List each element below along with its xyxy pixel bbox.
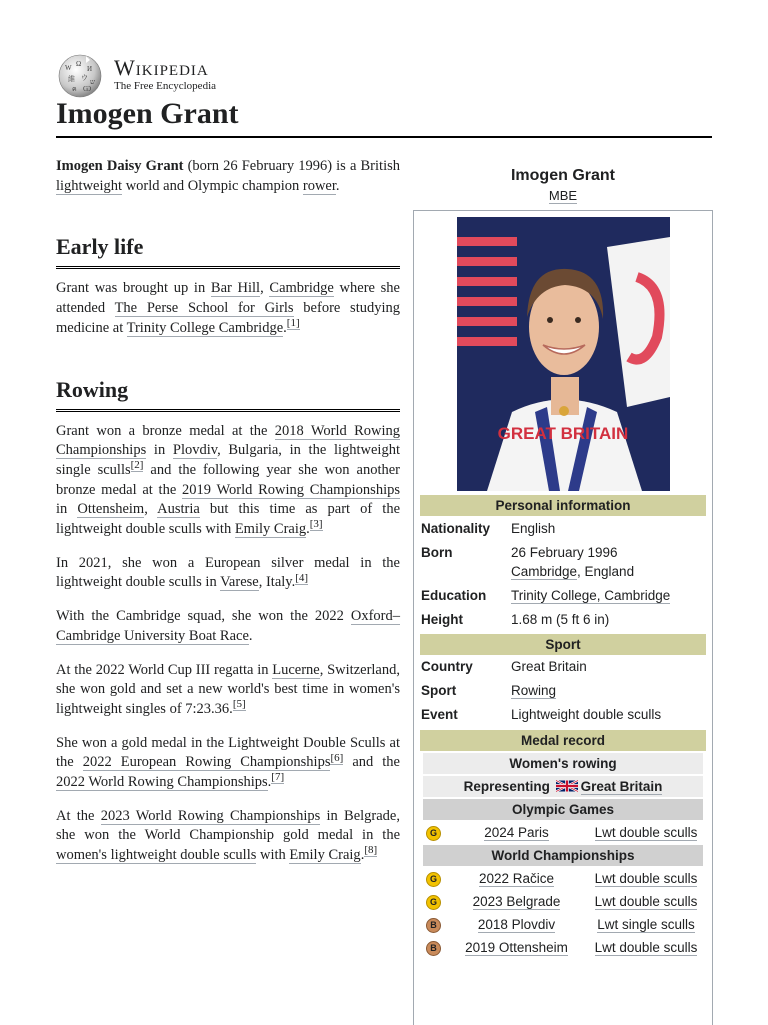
page-title: Imogen Grant bbox=[56, 97, 239, 130]
reference-link[interactable]: [6] bbox=[330, 751, 344, 764]
medal-event bbox=[449, 822, 584, 843]
section-sport: Sport bbox=[420, 634, 706, 655]
text: , bbox=[260, 280, 270, 297]
svg-text:ウ: ウ bbox=[81, 74, 88, 82]
infobox-photo[interactable] bbox=[457, 217, 670, 491]
text: world and Olympic champion bbox=[122, 177, 303, 194]
gold-medal-icon: G bbox=[426, 872, 441, 887]
infobox bbox=[413, 210, 713, 1025]
link-medal-discipline[interactable]: Lwt double sculls bbox=[594, 871, 698, 886]
link-ottensheim[interactable]: Ottensheim bbox=[77, 501, 145, 518]
svg-text:ש: ש bbox=[90, 78, 95, 86]
text: , bbox=[144, 501, 158, 518]
svg-text:維: 維 bbox=[68, 75, 75, 83]
wikipedia-globe-icon[interactable] bbox=[56, 54, 104, 98]
section-medal-record: Medal record bbox=[420, 730, 706, 751]
medal-discipline: Women's rowing bbox=[423, 753, 703, 774]
text: , Bulgaria, in the lightweight single sculls bbox=[56, 442, 400, 478]
link-medal-discipline[interactable]: Lwt double sculls bbox=[594, 940, 698, 955]
medal-event bbox=[449, 868, 584, 889]
link-cambridge[interactable]: Cambridge bbox=[269, 280, 334, 297]
medal-event bbox=[449, 937, 584, 958]
label-height: Height bbox=[421, 612, 463, 627]
text: . bbox=[306, 521, 310, 538]
text: but this time as part of the lightweight double sculls with bbox=[56, 501, 400, 538]
medal-row bbox=[423, 822, 703, 843]
text: . bbox=[335, 177, 340, 194]
link-trinity-college[interactable]: Trinity College Cambridge bbox=[126, 319, 284, 336]
wordmark-title: Wikipedia bbox=[114, 55, 209, 80]
link-medal-event[interactable]: 2024 Paris bbox=[484, 825, 549, 840]
bronze-medal-icon: B bbox=[426, 918, 441, 933]
subject-name: Imogen Daisy Grant bbox=[56, 158, 184, 174]
link-2022-europeans[interactable]: 2022 European Rowing Championships bbox=[82, 754, 331, 771]
link-2022-worlds[interactable]: 2022 World Rowing Championships bbox=[56, 774, 268, 791]
early-life-paragraph bbox=[56, 279, 400, 338]
link-lucerne[interactable]: Lucerne bbox=[272, 661, 320, 678]
text: where she attended bbox=[56, 280, 400, 317]
text: and the following year she won another bronze medal at the bbox=[56, 461, 401, 498]
infobox-name: Imogen Grant bbox=[510, 167, 615, 184]
medal-discipline-cell bbox=[589, 822, 703, 843]
link-emily-craig[interactable]: Emily Craig bbox=[289, 847, 361, 864]
intro-paragraph bbox=[56, 157, 400, 196]
link-lightweight[interactable]: lightweight bbox=[56, 177, 123, 194]
text: (born 26 February 1996) is a British bbox=[183, 158, 400, 174]
text: At the bbox=[56, 807, 101, 824]
link-medal-discipline[interactable]: Lwt double sculls bbox=[594, 825, 698, 840]
link-plovdiv[interactable]: Plovdiv bbox=[172, 442, 218, 459]
representing-label: Representing bbox=[463, 779, 550, 794]
medal-world-header: World Championships bbox=[423, 845, 703, 866]
link-2019-worlds[interactable]: 2019 World Rowing Championships bbox=[182, 481, 400, 498]
text: with bbox=[256, 847, 290, 864]
value-event: Lightweight double sculls bbox=[511, 707, 662, 722]
link-medal-discipline[interactable]: Lwt single sculls bbox=[597, 917, 695, 932]
reference-link[interactable]: [2] bbox=[130, 459, 144, 472]
infobox-heading bbox=[413, 166, 713, 205]
uk-flag-icon bbox=[556, 780, 578, 792]
medal-event bbox=[449, 891, 584, 912]
text: in bbox=[146, 442, 173, 459]
reference-link[interactable]: [8] bbox=[364, 844, 378, 857]
row-born bbox=[421, 543, 707, 583]
link-rowing[interactable]: Rowing bbox=[511, 683, 557, 698]
link-austria[interactable]: Austria bbox=[157, 501, 200, 518]
reference-link[interactable]: [1] bbox=[286, 316, 300, 329]
reference-link[interactable]: [3] bbox=[309, 518, 323, 531]
label-country: Country bbox=[421, 659, 473, 674]
link-rower[interactable]: rower bbox=[302, 177, 336, 194]
reference-link[interactable]: [4] bbox=[295, 571, 309, 584]
text: With the Cambridge squad, she won the 2022 bbox=[56, 608, 351, 625]
link-great-britain[interactable]: Great Britain bbox=[580, 779, 663, 794]
title-divider bbox=[56, 136, 712, 138]
svg-text:И: И bbox=[87, 65, 93, 73]
rowing-paragraph-5 bbox=[56, 734, 400, 793]
link-born-cambridge[interactable]: Cambridge bbox=[511, 564, 578, 579]
section-personal-information: Personal information bbox=[420, 495, 706, 516]
text: , Italy. bbox=[258, 574, 296, 591]
text: in Belgrade, she won the World Championship gold medal in the bbox=[56, 807, 400, 844]
text: , Switzerland, she won gold and set a new world's best time in women's lightweight singles of 7:23.36. bbox=[56, 661, 400, 717]
link-medal-event[interactable]: 2019 Ottensheim bbox=[465, 940, 568, 955]
text: Grant was brought up in bbox=[56, 280, 211, 297]
value-country: Great Britain bbox=[511, 659, 587, 674]
label-education: Education bbox=[421, 588, 487, 603]
medal-event bbox=[449, 914, 584, 935]
medal-discipline-cell bbox=[589, 914, 703, 935]
label-nationality: Nationality bbox=[421, 521, 491, 536]
reference-link[interactable]: [5] bbox=[232, 698, 246, 711]
medal-discipline-cell bbox=[589, 937, 703, 958]
medal-olympic-header: Olympic Games bbox=[423, 799, 703, 820]
text: and the bbox=[343, 754, 400, 771]
value-sport bbox=[511, 681, 707, 700]
medal-discipline-cell bbox=[589, 868, 703, 889]
text: At the 2022 World Cup III regatta in bbox=[56, 661, 273, 678]
medal-row bbox=[423, 868, 703, 889]
text: In 2021, she won a European silver medal in the lightweight double sculls in bbox=[56, 554, 400, 591]
medal-row bbox=[423, 937, 703, 958]
link-lwt-double-sculls[interactable]: women's lightweight double sculls bbox=[56, 847, 257, 864]
wikipedia-wordmark[interactable] bbox=[114, 56, 216, 93]
svg-text:Ѡ: Ѡ bbox=[83, 85, 92, 93]
medal-row bbox=[423, 891, 703, 912]
link-emily-craig[interactable]: Emily Craig bbox=[234, 521, 307, 538]
text: Grant won a bronze medal at the bbox=[56, 422, 275, 439]
link-education[interactable]: Trinity College, Cambridge bbox=[511, 588, 671, 603]
link-boat-race[interactable]: Oxford–Cambridge University Boat Race bbox=[56, 608, 400, 644]
label-born: Born bbox=[421, 545, 453, 560]
value-nationality: English bbox=[511, 521, 556, 536]
rowing-paragraph-2 bbox=[56, 554, 400, 593]
heading-early-life: Early life bbox=[56, 234, 400, 269]
link-mbe[interactable]: MBE bbox=[548, 188, 578, 203]
infobox-honorific bbox=[413, 187, 713, 205]
label-sport: Sport bbox=[421, 683, 457, 698]
bronze-medal-icon: B bbox=[426, 941, 441, 956]
rowing-paragraph-3 bbox=[56, 607, 400, 646]
text: She won a gold medal in the Lightweight Double Sculls at the bbox=[56, 734, 400, 771]
link-2018-worlds[interactable]: 2018 World Rowing Championships bbox=[56, 422, 400, 459]
text: . bbox=[248, 627, 253, 644]
heading-rowing: Rowing bbox=[56, 377, 400, 412]
wordmark-tagline: The Free Encyclopedia bbox=[114, 80, 217, 92]
medal-discipline-cell bbox=[589, 891, 703, 912]
link-medal-event[interactable]: 2022 Račice bbox=[478, 871, 555, 886]
rowing-paragraph-6 bbox=[56, 807, 400, 866]
link-medal-discipline[interactable]: Lwt double sculls bbox=[594, 894, 698, 909]
medal-row bbox=[423, 914, 703, 935]
gold-medal-icon: G bbox=[426, 895, 441, 910]
article-body bbox=[56, 157, 400, 880]
gold-medal-icon: G bbox=[426, 826, 441, 841]
link-medal-event[interactable]: 2018 Plovdiv bbox=[477, 917, 556, 932]
medal-representing bbox=[423, 776, 703, 797]
shirt-text: GREAT BRITAIN bbox=[497, 424, 629, 443]
value-height: 1.68 m (5 ft 6 in) bbox=[511, 612, 610, 627]
born-date: 26 February 1996 bbox=[511, 545, 618, 560]
svg-text:W: W bbox=[65, 64, 72, 72]
text: before studying medicine at bbox=[56, 300, 401, 336]
svg-text:Ω: Ω bbox=[76, 60, 82, 68]
value-born bbox=[511, 543, 707, 581]
text: . bbox=[267, 774, 272, 791]
value-education bbox=[511, 586, 707, 605]
text: . bbox=[360, 847, 365, 864]
link-2023-worlds[interactable]: 2023 World Rowing Championships bbox=[100, 807, 321, 824]
reference-link[interactable]: [7] bbox=[271, 771, 285, 784]
link-bar-hill[interactable]: Bar Hill bbox=[210, 280, 261, 297]
portrait-image bbox=[457, 217, 670, 491]
link-perse-school[interactable]: The Perse School for Girls bbox=[114, 300, 294, 317]
link-varese[interactable]: Varese bbox=[220, 574, 259, 591]
svg-text:ค: ค bbox=[72, 85, 77, 93]
text: . bbox=[283, 319, 287, 336]
label-event: Event bbox=[421, 707, 458, 722]
born-place-rest: , England bbox=[577, 564, 635, 579]
text: in bbox=[56, 501, 78, 518]
rowing-paragraph-1 bbox=[56, 422, 400, 540]
rowing-paragraph-4 bbox=[56, 661, 400, 720]
link-medal-event[interactable]: 2023 Belgrade bbox=[472, 894, 561, 909]
